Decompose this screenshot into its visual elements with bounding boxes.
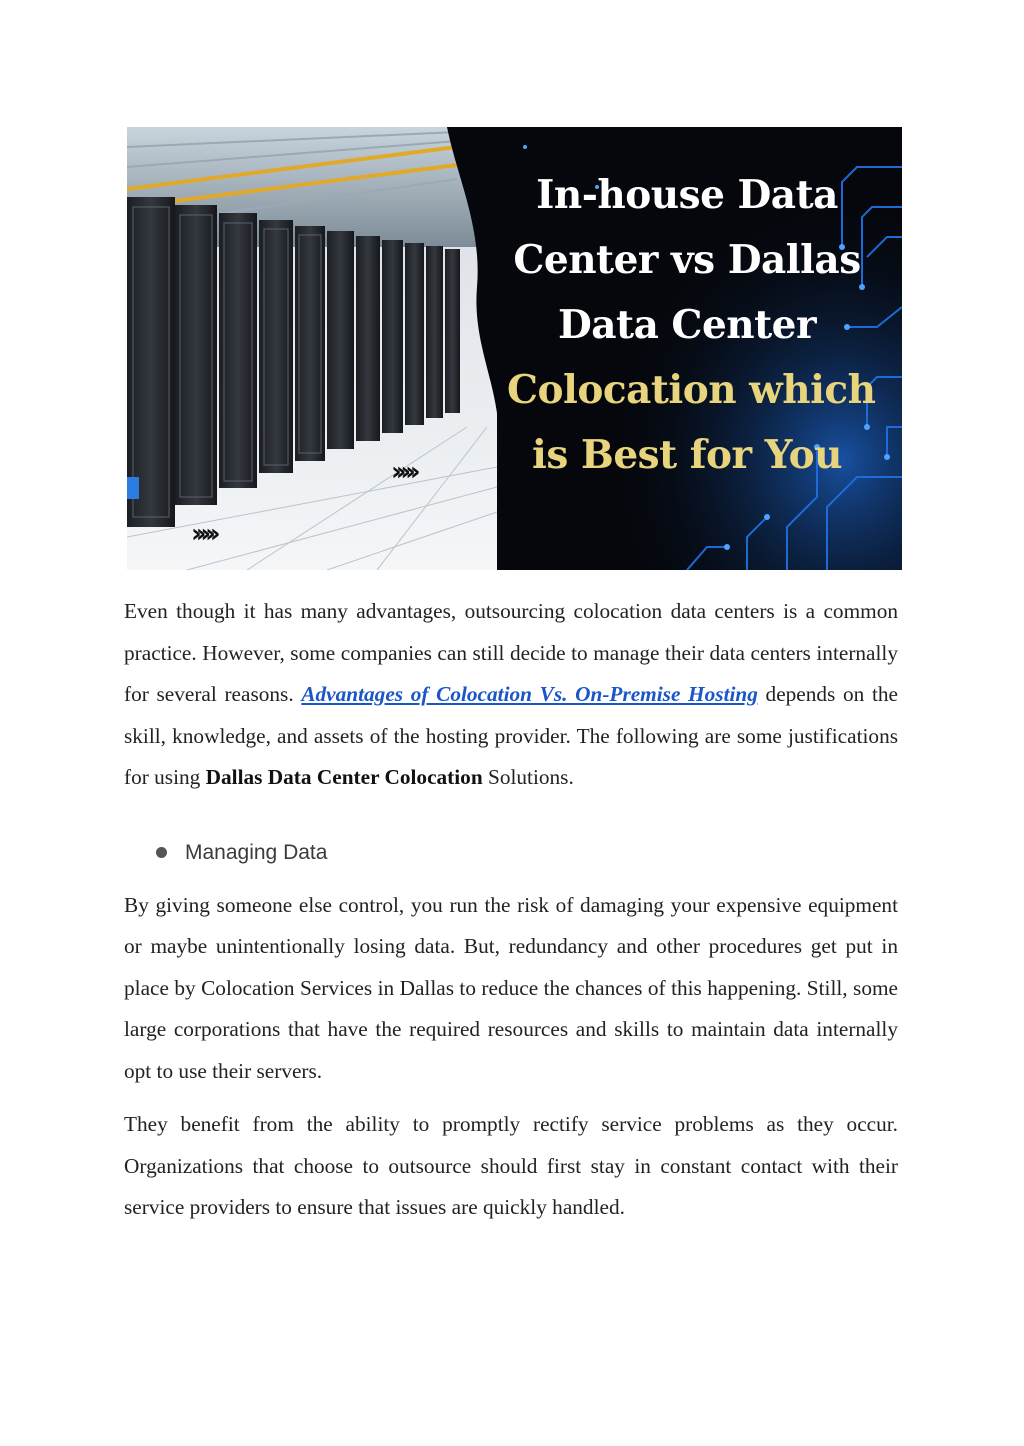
paragraph-text: Solutions.	[482, 765, 574, 789]
bold-keyword: Dallas Data Center Colocation	[205, 765, 483, 789]
bullet-label: Managing Data	[185, 840, 328, 864]
hero-banner-image	[127, 127, 902, 570]
hero-title-line: In-house Data	[536, 172, 838, 218]
paragraph-text: Even though it has many advantages, outsourcing colocation data centers is a common practice. However, some companies can still decide to manage their data centers internally for several reasons.	[124, 599, 898, 706]
paragraph-benefits: They benefit from the ability to promptly rectify service problems as they occur. Organizations that choose to outsource should first stay in constant contact with their service providers to ensure that issues are quickly handled.	[124, 1112, 898, 1219]
hero-title	[507, 163, 876, 488]
hero-title-line: Center vs Dallas	[513, 237, 861, 283]
paragraph-text: depends on the skill, knowledge, and assets of the hosting provider. The following are some justifications for using	[124, 682, 898, 789]
advantages-link[interactable]: Advantages of Colocation Vs. On-Premise Hosting	[301, 682, 758, 706]
hero-title-highlight-line: is Best for You	[532, 432, 842, 478]
hero-title-highlight-line: Colocation which	[507, 367, 876, 413]
paragraph-managing-data: By giving someone else control, you run the risk of damaging your expensive equipment or maybe unintentionally losing data. But, redundancy and other procedures get put in place by Colocation Services in Dallas to reduce the chances of this happening. Still, some large corporations that have the required resources and skills to maintain data internally opt to use their servers.	[124, 892, 898, 1083]
paragraph-intro	[124, 591, 898, 799]
chevrons-icon: ›››››	[391, 457, 415, 487]
hero-title-line: Data Center	[557, 302, 817, 348]
chevrons-icon: ›››››	[191, 519, 215, 549]
bullet-icon	[156, 847, 167, 858]
article-body	[124, 591, 898, 1229]
bullet-item	[124, 833, 898, 873]
